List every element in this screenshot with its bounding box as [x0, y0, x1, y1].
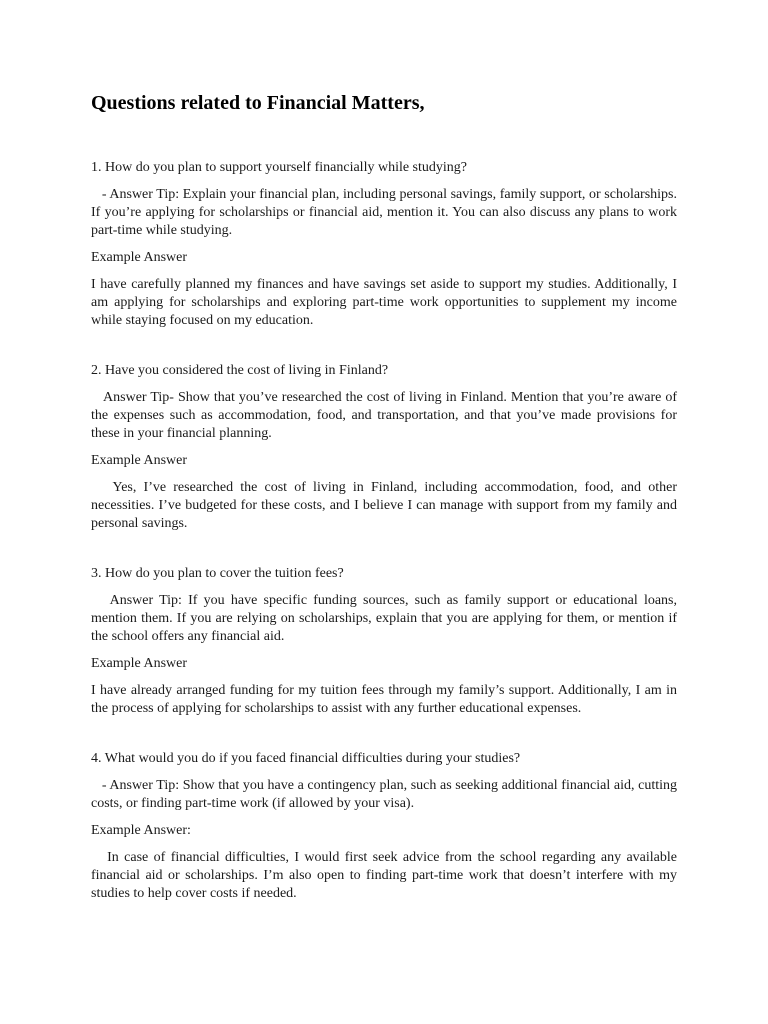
answer-tip: Answer Tip: If you have specific funding sources, such as family support or educational loans, mention them. If you are relying on scholarships, explain that you are applying for them, or mention if the school offers any financial aid.: [91, 593, 677, 644]
question-text: 1. How do you plan to support yourself financially while studying?: [91, 160, 467, 175]
example-answer-label: Example Answer:: [91, 823, 191, 838]
question-text: 4. What would you do if you faced financial difficulties during your studies?: [91, 751, 521, 766]
example-answer-text: In case of financial difficulties, I would first seek advice from the school regarding any available financial aid or scholarships. I’m also open to finding part-time work that doesn’t interfere with my studies to help cover costs if needed.: [91, 850, 677, 901]
question-section-3: [91, 565, 677, 718]
answer-tip: - Answer Tip: Show that you have a contingency plan, such as seeking additional financial aid, cutting costs, or finding part-time work (if allowed by your visa).: [91, 778, 677, 811]
page-title: Questions related to Financial Matters,: [91, 92, 425, 114]
answer-tip: - Answer Tip: Explain your financial plan, including personal savings, family support, or scholarships. If you’re applying for scholarships or financial aid, mention it. You can also discuss any plans to work part-time while studying.: [91, 187, 677, 238]
question-text: 2. Have you considered the cost of living in Finland?: [91, 363, 389, 378]
example-answer-label: Example Answer: [91, 453, 188, 468]
question-text: 3. How do you plan to cover the tuition fees?: [91, 566, 344, 581]
example-answer-label: Example Answer: [91, 656, 188, 671]
answer-tip: Answer Tip- Show that you’ve researched the cost of living in Finland. Mention that you’re aware of the expenses such as accommodation, food, and transportation, and that you’ve made provisions for these in your financial planning.: [91, 390, 677, 441]
example-answer-text: Yes, I’ve researched the cost of living in Finland, including accommodation, food, and other necessities. I’ve budgeted for these costs, and I believe I can manage with support from my family and personal savings.: [91, 480, 677, 531]
example-answer-label: Example Answer: [91, 250, 188, 265]
question-section-1: [91, 159, 677, 330]
question-section-2: [91, 362, 677, 533]
example-answer-text: I have already arranged funding for my tuition fees through my family’s support. Additionally, I am in the process of applying for scholarships to assist with any further educational expenses.: [91, 683, 677, 716]
example-answer-text: I have carefully planned my finances and have savings set aside to support my studies. Additionally, I am applying for scholarships and exploring part-time work opportunities to supplement my income while staying focused on my education.: [91, 277, 677, 328]
question-section-4: [91, 750, 677, 903]
